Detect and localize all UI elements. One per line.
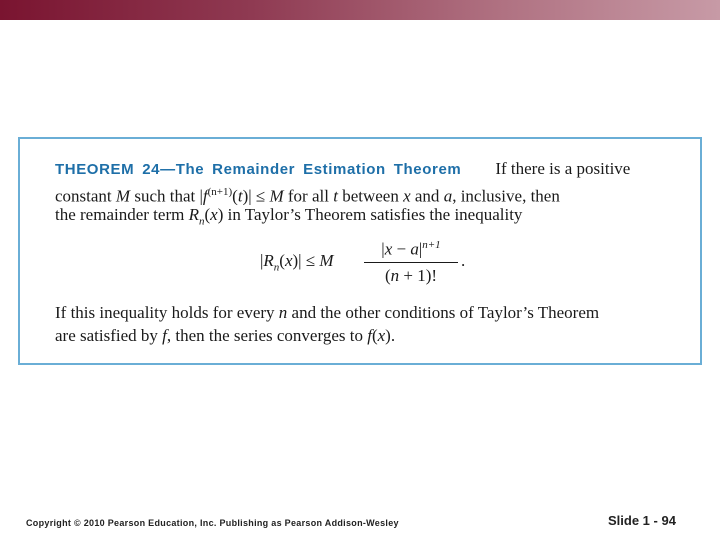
formula-fraction xyxy=(364,234,458,287)
fraction-bar xyxy=(364,262,458,263)
slide-number: Slide 1 - 94 xyxy=(608,513,676,528)
fraction-numerator: $|x - a|^{n+1}$ xyxy=(381,239,441,259)
copyright-footer: Copyright © 2010 Pearson Education, Inc. Publishing as Pearson Addison-Wesley xyxy=(26,518,399,528)
theorem-box xyxy=(18,137,702,365)
theorem-line-3: the remainder term $R_n(x)$ in Taylor’s Theorem satisfies the inequality xyxy=(55,205,523,228)
formula-left-side: $|R_n(x)| \le M$ xyxy=(260,251,334,274)
theorem-line-5: are satisfied by f, then the series converges to f(x). xyxy=(55,326,396,345)
theorem-line-1 xyxy=(55,159,630,180)
fraction-denominator: (n + 1)! xyxy=(384,265,438,285)
header-gradient-bar xyxy=(0,0,720,20)
theorem-heading: THEOREM 24—The Remainder Estimation Theorem xyxy=(55,161,462,178)
theorem-line-2: constant M such that $|f^{(n+1)}(t)| \le M$ for all t between x and a, inclusive, then xyxy=(55,186,560,206)
theorem-intro-text: If there is a positive xyxy=(495,159,631,178)
formula-period: . xyxy=(461,251,466,270)
theorem-line-4: If this inequality holds for every n and the other conditions of Taylor’s Theorem xyxy=(55,303,600,322)
